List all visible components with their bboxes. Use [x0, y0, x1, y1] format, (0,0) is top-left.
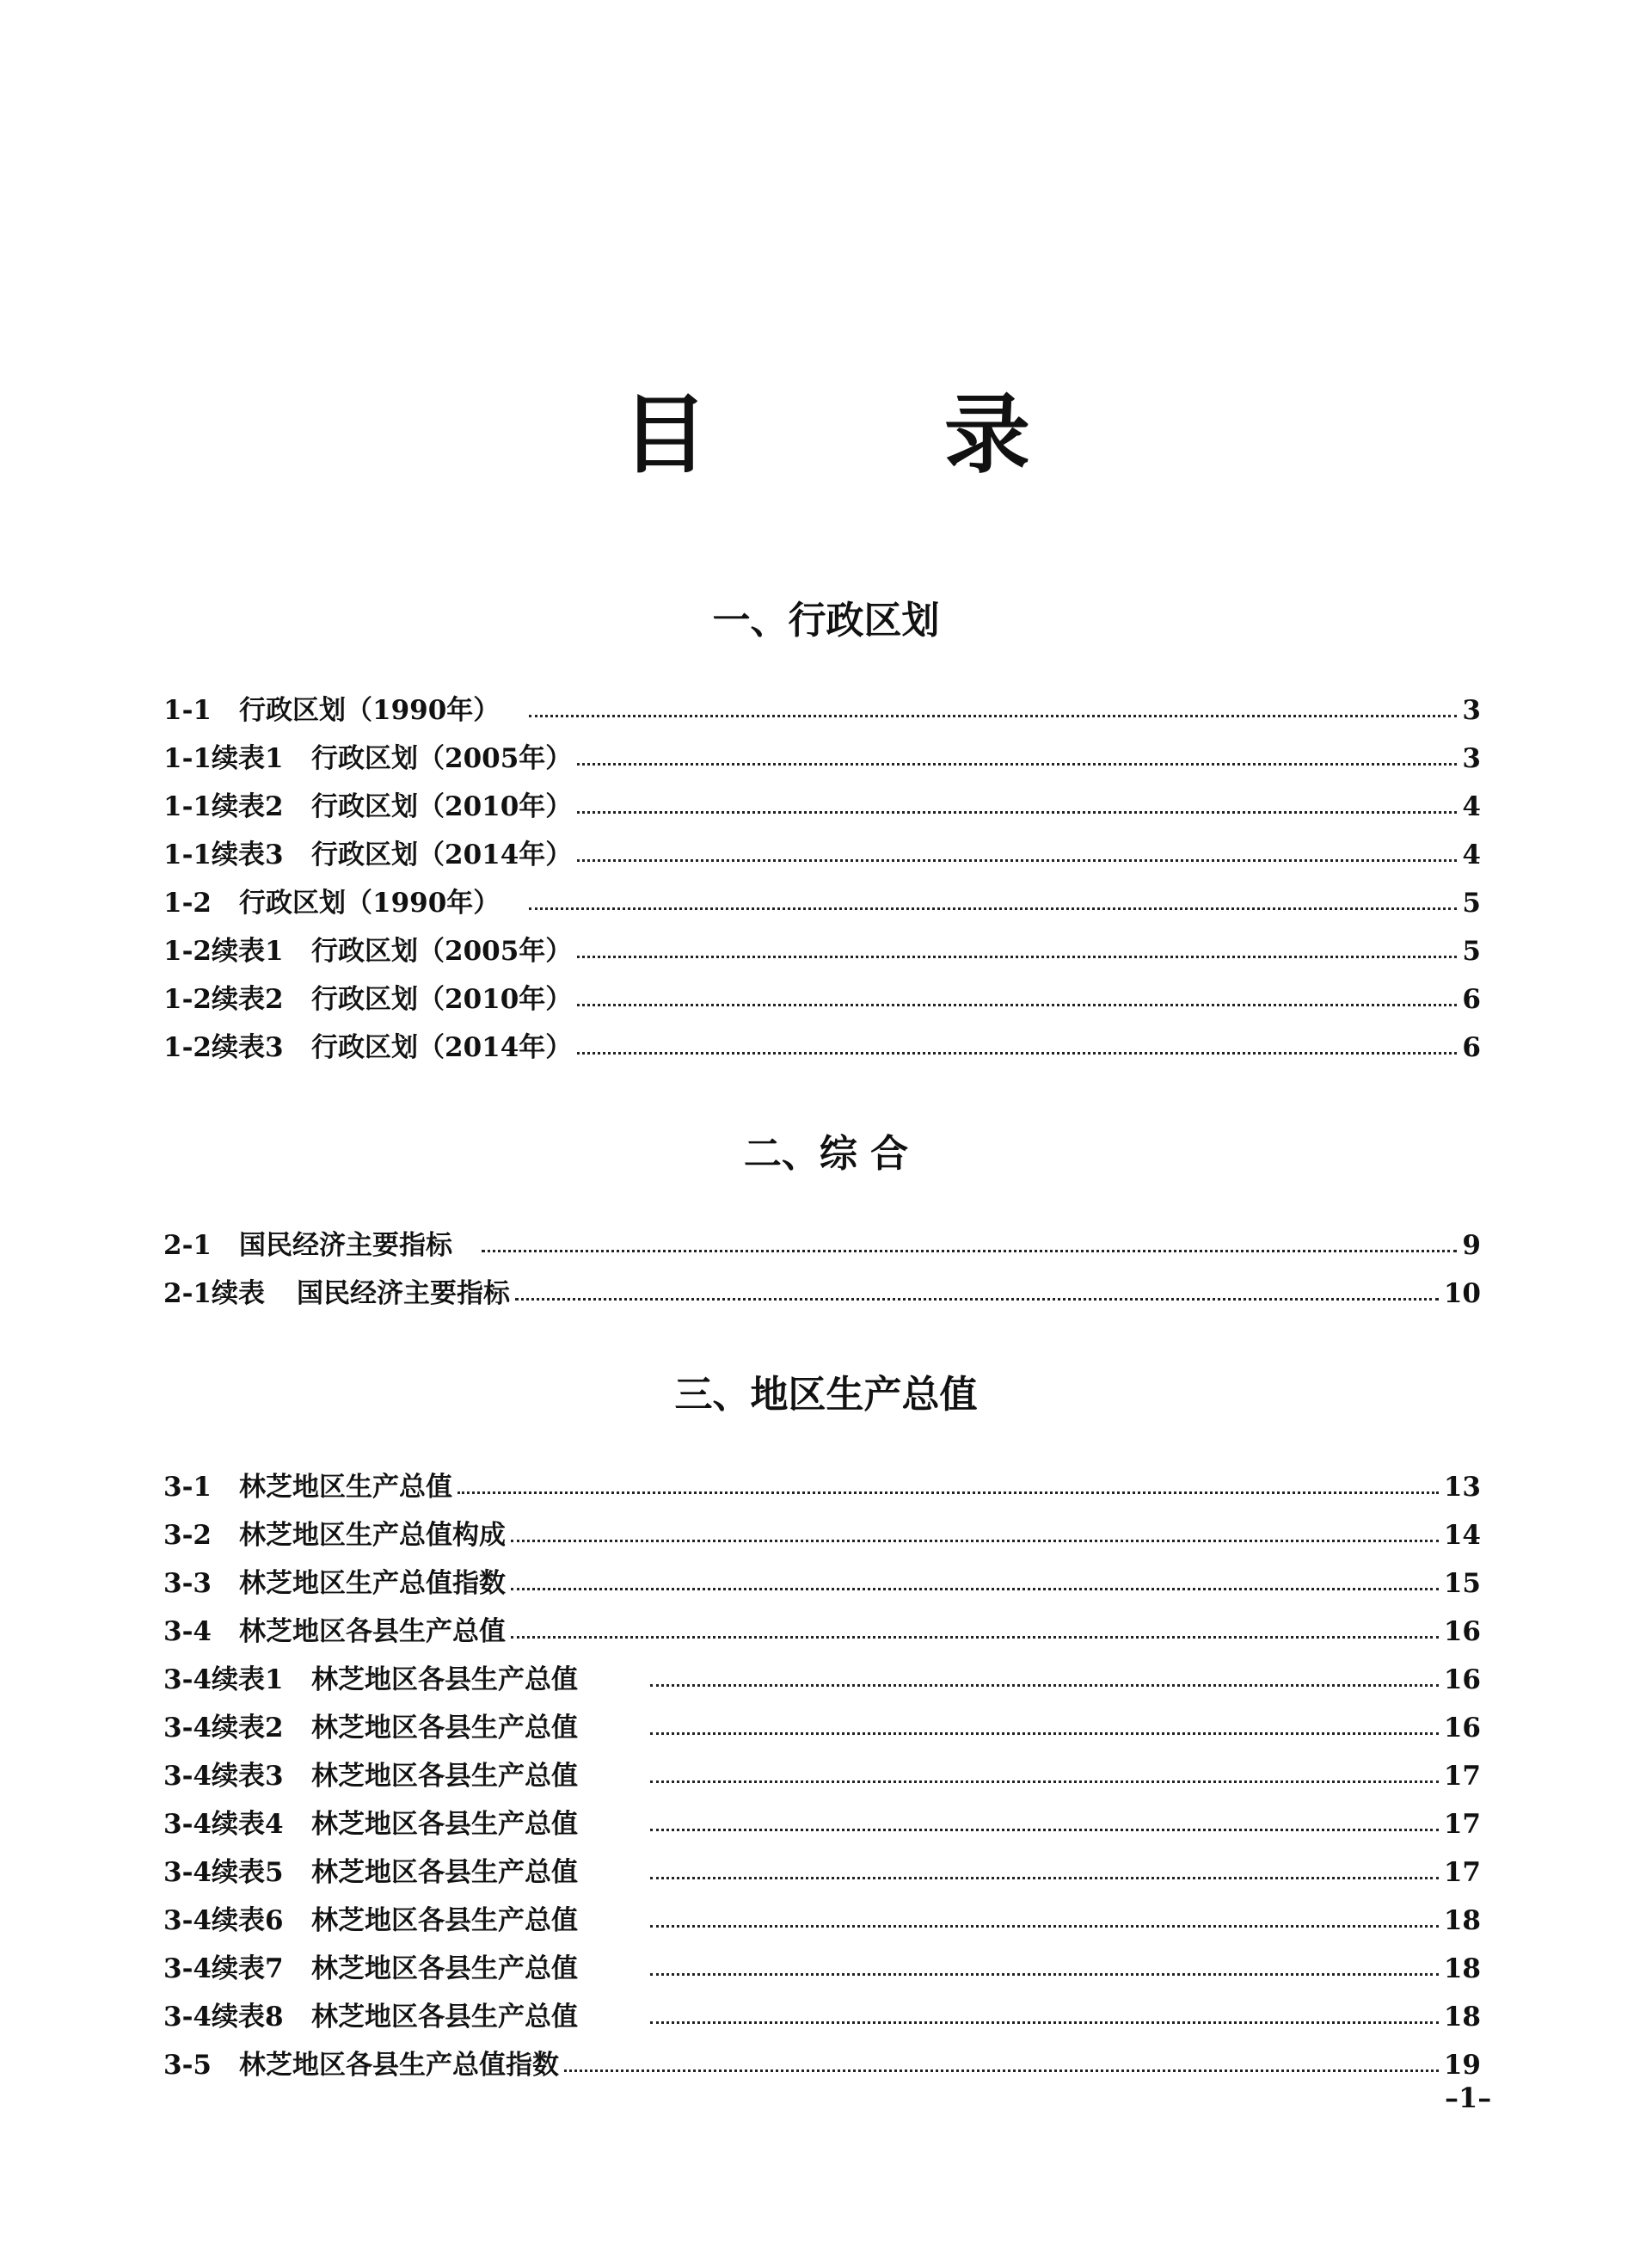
dot-leader: [577, 1052, 1457, 1055]
dot-leader: [577, 859, 1457, 862]
entry-label: 林芝地区各县生产总值: [311, 1761, 578, 1792]
entry-label: 林芝地区各县生产总值: [311, 2002, 578, 2033]
entry-number: 3-4续表7: [163, 1953, 284, 1984]
dot-leader: [577, 1004, 1457, 1006]
entry-number: 1-2: [163, 888, 212, 919]
entry-page: 6: [1462, 1032, 1481, 1063]
entry-page: 6: [1462, 984, 1481, 1015]
toc-entry[interactable]: [163, 1903, 1481, 1939]
entry-number: 3-4续表3: [163, 1761, 284, 1792]
entry-number: 3-4续表5: [163, 1857, 284, 1888]
section-title-1: 一、行政区划: [712, 599, 940, 643]
dot-leader: [564, 2069, 1439, 2072]
entry-page: 3: [1462, 695, 1481, 726]
toc-entry[interactable]: [163, 692, 1481, 729]
entry-number: 3-4续表6: [163, 1905, 284, 1936]
toc-entry[interactable]: [163, 1806, 1481, 1842]
dot-leader: [577, 956, 1457, 958]
entry-label: 林芝地区各县生产总值: [311, 1809, 578, 1840]
toc-entry[interactable]: [163, 789, 1481, 825]
entry-number: 1-1续表3: [163, 839, 284, 870]
dot-leader: [650, 1780, 1439, 1783]
dot-leader: [650, 2021, 1439, 2024]
entry-number: 1-1: [163, 695, 212, 726]
entry-number: 1-1续表2: [163, 791, 284, 822]
entry-label: 行政区划（1990年）: [239, 888, 501, 919]
entry-page: 18: [1443, 1953, 1481, 1984]
toc-entry[interactable]: [163, 1758, 1481, 1794]
dot-leader: [650, 1829, 1439, 1831]
entry-label: 林芝地区各县生产总值指数: [239, 2050, 559, 2081]
dot-leader: [650, 1732, 1439, 1735]
toc-entry[interactable]: [163, 885, 1481, 921]
dot-leader: [650, 1973, 1439, 1976]
entry-page: 3: [1462, 743, 1481, 774]
entry-label: 林芝地区各县生产总值: [239, 1616, 506, 1647]
entry-number: 2-1续表: [163, 1278, 266, 1309]
toc-entry[interactable]: [163, 837, 1481, 873]
entry-page: 14: [1443, 1520, 1481, 1551]
dot-leader: [511, 1636, 1439, 1639]
entry-label: 行政区划（2014年）: [311, 839, 573, 870]
entry-number: 3-5: [163, 2050, 212, 2081]
entry-number: 2-1: [163, 1230, 212, 1261]
toc-entry[interactable]: [163, 1227, 1481, 1264]
dot-leader: [482, 1250, 1457, 1252]
dot-leader: [577, 763, 1457, 766]
toc-entry[interactable]: [163, 933, 1481, 969]
entry-number: 1-2续表1: [163, 936, 284, 967]
entry-page: 4: [1462, 839, 1481, 870]
entry-label: 行政区划（2014年）: [311, 1032, 573, 1063]
entry-page: 18: [1443, 1905, 1481, 1936]
entry-label: 林芝地区各县生产总值: [311, 1953, 578, 1984]
entry-page: 16: [1443, 1616, 1481, 1647]
dot-leader: [515, 1298, 1439, 1301]
entry-label: 林芝地区生产总值构成: [239, 1520, 506, 1551]
entry-page: 15: [1443, 1568, 1481, 1599]
entry-page: 17: [1443, 1857, 1481, 1888]
dot-leader: [511, 1540, 1439, 1542]
page-title: 目 录: [622, 384, 1133, 485]
toc-entry[interactable]: [163, 1517, 1481, 1553]
entry-page: 18: [1443, 2002, 1481, 2033]
entry-label: 林芝地区各县生产总值: [311, 1905, 578, 1936]
entry-label: 林芝地区生产总值: [239, 1472, 452, 1503]
entry-page: 5: [1462, 888, 1481, 919]
entry-number: 3-3: [163, 1568, 212, 1599]
entry-page: 4: [1462, 791, 1481, 822]
entry-page: 17: [1443, 1761, 1481, 1792]
toc-entry[interactable]: [163, 1662, 1481, 1698]
entry-label: 国民经济主要指标: [239, 1230, 452, 1261]
entry-number: 3-4: [163, 1616, 212, 1647]
entry-number: 3-2: [163, 1520, 212, 1551]
toc-entry[interactable]: [163, 1951, 1481, 1987]
entry-label: 行政区划（2010年）: [311, 791, 573, 822]
toc-entry[interactable]: [163, 1999, 1481, 2035]
dot-leader: [577, 811, 1457, 814]
dot-leader: [511, 1588, 1439, 1590]
entry-number: 3-4续表4: [163, 1809, 284, 1840]
entry-page: 9: [1462, 1230, 1481, 1261]
entry-label: 林芝地区各县生产总值: [311, 1713, 578, 1743]
entry-number: 3-4续表1: [163, 1664, 284, 1695]
entry-page: 16: [1443, 1664, 1481, 1695]
entry-number: 3-4续表2: [163, 1713, 284, 1743]
entry-label: 行政区划（2005年）: [311, 936, 573, 967]
entry-page: 13: [1443, 1472, 1481, 1503]
toc-entry[interactable]: [163, 1710, 1481, 1746]
dot-leader: [650, 1877, 1439, 1879]
toc-entry[interactable]: [163, 981, 1481, 1018]
entry-page: 19: [1443, 2050, 1481, 2081]
dot-leader: [529, 715, 1457, 717]
toc-entry[interactable]: [163, 1565, 1481, 1602]
toc-entry[interactable]: [163, 1614, 1481, 1650]
entry-label: 行政区划（2005年）: [311, 743, 573, 774]
entry-label: 行政区划（2010年）: [311, 984, 573, 1015]
dot-leader: [650, 1925, 1439, 1928]
entry-number: 3-4续表8: [163, 2002, 284, 2033]
dot-leader: [650, 1684, 1439, 1687]
toc-entry[interactable]: [163, 1854, 1481, 1891]
entry-page: 17: [1443, 1809, 1481, 1840]
entry-number: 1-2续表3: [163, 1032, 284, 1063]
dot-leader: [458, 1491, 1439, 1494]
entry-label: 林芝地区生产总值指数: [239, 1568, 506, 1599]
entry-page: 10: [1443, 1278, 1481, 1309]
page-number: –1–: [1445, 2082, 1492, 2114]
section-title-3: 三、地区生产总值: [674, 1373, 978, 1417]
entry-number: 1-1续表1: [163, 743, 284, 774]
entry-label: 林芝地区各县生产总值: [311, 1664, 578, 1695]
entry-page: 16: [1443, 1713, 1481, 1743]
toc-entry[interactable]: [163, 1469, 1481, 1505]
toc-entry[interactable]: [163, 741, 1481, 777]
entry-page: 5: [1462, 936, 1481, 967]
entry-label: 行政区划（1990年）: [239, 695, 501, 726]
toc-entry[interactable]: [163, 1030, 1481, 1066]
toc-entry[interactable]: [163, 1276, 1481, 1312]
section-title-2: 二、综 合: [743, 1132, 909, 1176]
entry-label: 国民经济主要指标: [297, 1278, 510, 1309]
dot-leader: [529, 907, 1457, 910]
toc-entry[interactable]: [163, 2047, 1481, 2083]
entry-label: 林芝地区各县生产总值: [311, 1857, 578, 1888]
entry-number: 1-2续表2: [163, 984, 284, 1015]
entry-number: 3-1: [163, 1472, 212, 1503]
